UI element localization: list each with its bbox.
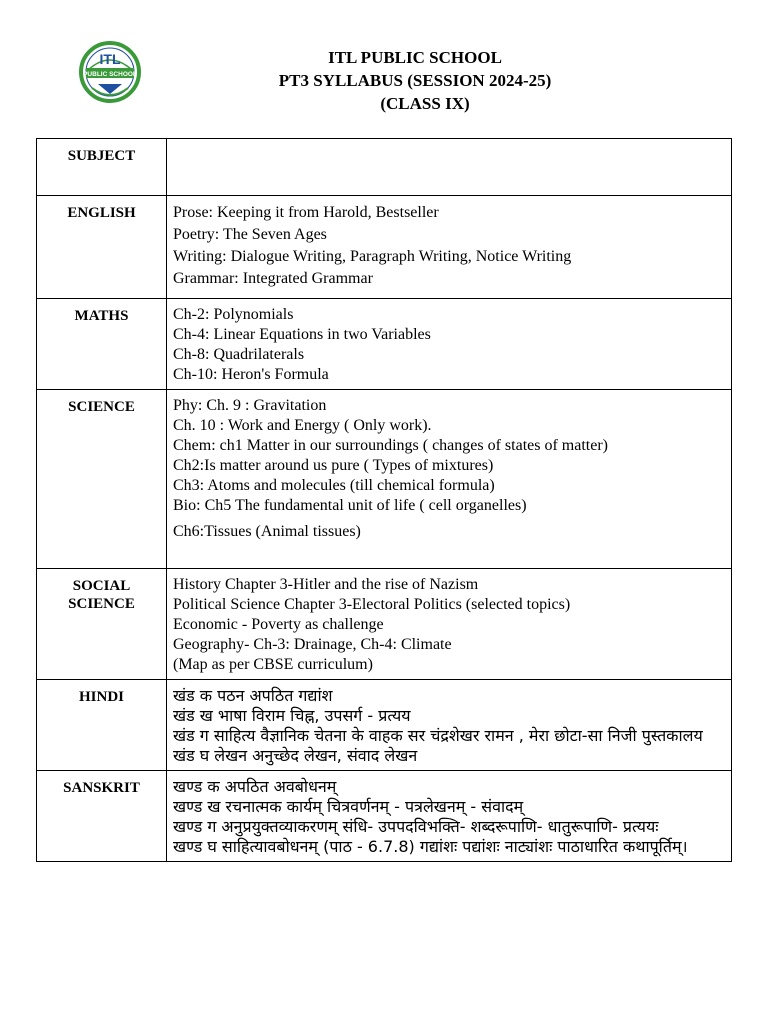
science-topics — [167, 390, 732, 569]
hindi-topics — [167, 680, 732, 771]
topic-line: खण्ड क अपठित अवबोधनम् — [173, 777, 337, 796]
table-row-sanskrit — [37, 771, 732, 862]
topic-line: खण्ड घ साहित्यावबोधनम् (पाठ - 6.7.8) गद्यांशः पद्यांशः नाट्यांशः पाठाधारित कथापूर्तिम्। — [173, 837, 688, 856]
topic-line: Ch2:Is matter around us pure ( Types of mixtures) — [173, 457, 494, 474]
subject-social-science — [37, 569, 167, 680]
school-logo — [78, 40, 142, 104]
table-header-row — [37, 139, 732, 196]
topic-line: Ch3: Atoms and molecules (till chemical formula) — [173, 477, 495, 494]
topic-line: Prose: Keeping it from Harold, Bestseller — [173, 204, 439, 221]
subject-sanskrit: SANSKRIT — [37, 771, 167, 862]
topic-line: खंड ख भाषा विराम चिह्न, उपसर्ग - प्रत्यय — [173, 706, 411, 725]
topic-line: Phy: Ch. 9 : Gravitation — [173, 397, 327, 414]
topic-line: Ch-8: Quadrilaterals — [173, 346, 305, 363]
topic-line: Writing: Dialogue Writing, Paragraph Writing, Notice Writing — [173, 248, 572, 265]
english-topics — [167, 196, 732, 299]
topic-line: खण्ड ग अनुप्रयुक्तव्याकरणम् संधि- उपपदविभक्ति- शब्दरूपाणि- धातुरूपाणि- प्रत्ययः — [173, 817, 659, 836]
school-logo-emblem — [78, 40, 142, 104]
topic-line: खण्ड ख रचनात्मक कार्यम् चित्रवर्णनम् - पत्रलेखनम् - संवादम् — [173, 797, 524, 816]
topic-line: Bio: Ch5 The fundamental unit of life ( cell organelles) — [173, 497, 527, 514]
topic-line: Ch. 10 : Work and Energy ( Only work). — [173, 417, 432, 434]
subject-hindi: HINDI — [37, 680, 167, 771]
class-label: (CLASS IX) — [380, 94, 470, 113]
topic-line: Ch-2: Polynomials — [173, 306, 294, 323]
topic-line: Geography- Ch-3: Drainage, Ch-4: Climate — [173, 636, 452, 653]
header-empty-cell — [167, 139, 732, 196]
topic-line: Political Science Chapter 3-Electoral Politics (selected topics) — [173, 596, 571, 613]
table-row-social-science — [37, 569, 732, 680]
subject-english: ENGLISH — [37, 196, 167, 299]
logo-text-bottom: PUBLIC SCHOOL — [83, 71, 137, 78]
subject-maths: MATHS — [37, 299, 167, 390]
topic-line: Ch-10: Heron's Formula — [173, 366, 329, 383]
topic-line: खंड ग साहित्य वैज्ञानिक चेतना के वाहक सर चंद्रशेखर रामन , मेरा छोटा-सा निजी पुस्तकालय — [173, 726, 703, 745]
subject-science: SCIENCE — [37, 390, 167, 569]
table-row-science — [37, 390, 732, 569]
topic-line: Chem: ch1 Matter in our surroundings ( changes of states of matter) — [173, 437, 608, 454]
syllabus-title: PT3 SYLLABUS (SESSION 2024-25) — [278, 71, 552, 90]
topic-line: खंड क पठन अपठित गद्यांश — [173, 686, 333, 705]
social-science-topics — [167, 569, 732, 680]
maths-topics — [167, 299, 732, 390]
table-row-english — [37, 196, 732, 299]
topic-line: Ch-4: Linear Equations in two Variables — [173, 326, 431, 343]
logo-text-top: ITL — [99, 51, 121, 67]
table-row-maths — [37, 299, 732, 390]
subject-line: SOCIAL — [72, 578, 131, 594]
school-name: ITL PUBLIC SCHOOL — [328, 48, 502, 67]
subject-header: SUBJECT — [37, 139, 167, 196]
topic-line: Poetry: The Seven Ages — [173, 226, 327, 243]
syllabus-table — [36, 138, 732, 862]
topic-line: Grammar: Integrated Grammar — [173, 270, 373, 287]
subject-line: SCIENCE — [68, 596, 135, 612]
table-row-hindi — [37, 680, 732, 771]
topic-line: Economic - Poverty as challenge — [173, 616, 384, 633]
topic-line: खंड घ लेखन अनुच्छेद लेखन, संवाद लेखन — [173, 746, 418, 765]
topic-line: History Chapter 3-Hitler and the rise of Nazism — [173, 576, 479, 593]
topic-line: (Map as per CBSE curriculum) — [173, 656, 373, 673]
topic-line: Ch6:Tissues (Animal tissues) — [173, 523, 361, 540]
sanskrit-topics — [167, 771, 732, 862]
